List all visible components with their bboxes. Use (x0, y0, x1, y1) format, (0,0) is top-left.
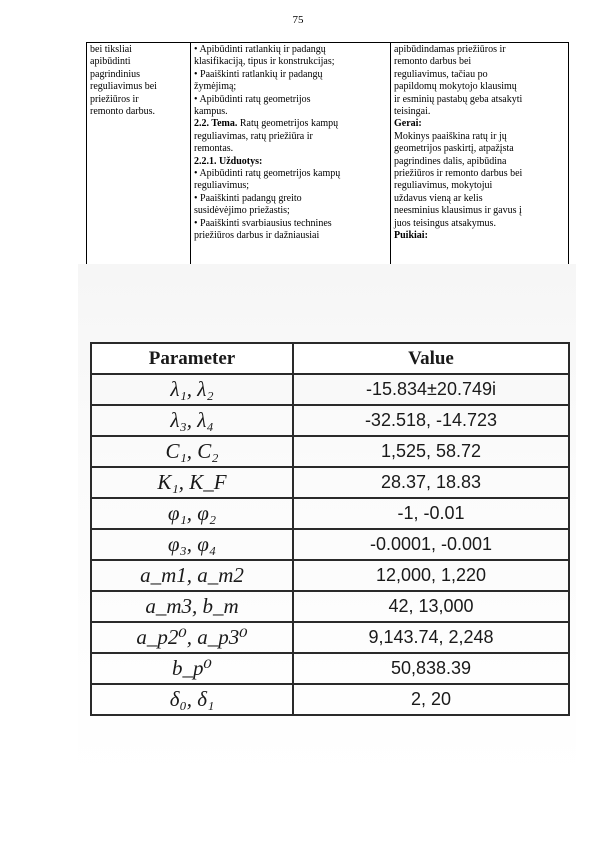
line-text: Mokinys paaiškina ratų ir jų (394, 130, 507, 142)
line-text: • Paaiškinti ratlankių ir padangų (194, 68, 323, 80)
line-text: teisingai. (394, 106, 431, 118)
line-text: • Apibūdinti ratlankių ir padangų (194, 44, 326, 55)
line-text: • Apibūdinti ratų geometrijos (194, 93, 311, 105)
text-line (194, 131, 387, 143)
text-line (394, 168, 565, 180)
text-line (394, 56, 565, 68)
line-text: papildomų mokytojo klausimų (394, 81, 517, 93)
assessment-table (86, 42, 569, 264)
line-text: reguliavimas, ratų priežiūra ir (194, 130, 313, 142)
text-line (194, 193, 387, 205)
parameter-cell: C₁, C₂ (91, 436, 293, 467)
text-line (194, 118, 387, 130)
value-cell: -32.518, -14.723 (293, 405, 569, 436)
line-text: reguliavimus, tačiau po (394, 68, 488, 80)
parameter-cell: a_m1, a_m2 (91, 560, 293, 591)
value-header: Value (293, 343, 569, 374)
table-row (91, 529, 569, 560)
parameter-cell: φ₃, φ₄ (91, 529, 293, 560)
text-line (194, 205, 387, 217)
text-line (194, 106, 387, 118)
text-line (194, 143, 387, 155)
line-text: neesminius klausimus ir gavus į (394, 205, 522, 217)
topics-tasks-cell (191, 43, 391, 265)
bold-heading: Gerai: (394, 118, 422, 130)
text-line (394, 94, 565, 106)
text-line (394, 218, 565, 230)
bold-heading: 2.2.1. Užduotys: (194, 155, 263, 167)
line-text: žymėjimą; (194, 81, 237, 93)
text-line (394, 118, 565, 130)
line-text: priežiūros ir remonto darbus bei (394, 168, 523, 180)
line-text: juos teisingus atsakymus. (394, 217, 496, 229)
table-row (91, 622, 569, 653)
line-text: • Apibūdinti ratų geometrijos kampų (194, 168, 341, 180)
line-text: remontas. (194, 143, 234, 155)
table-row (91, 374, 569, 405)
text-line (194, 94, 387, 106)
parameter-table (90, 342, 570, 716)
value-cell: -1, -0.01 (293, 498, 569, 529)
table-row (91, 405, 569, 436)
value-cell: 2, 20 (293, 684, 569, 715)
table-row (91, 467, 569, 498)
text-line (194, 156, 387, 168)
evaluation-criteria-cell (391, 43, 569, 265)
text-line (194, 81, 387, 93)
value-cell: -0.0001, -0.001 (293, 529, 569, 560)
text-line: apibūdinti (90, 56, 131, 68)
text-line (194, 230, 387, 242)
line-text: apibūdindamas priežiūros ir (394, 44, 506, 55)
parameter-cell: λ₁, λ₂ (91, 374, 293, 405)
line-text: reguliavimus; (194, 180, 249, 192)
text-line (394, 131, 565, 143)
bold-heading: 2.2. Tema. (194, 118, 238, 130)
line-text: priežiūros darbus ir dažniausiai (194, 230, 320, 242)
learning-outcome-cell (87, 43, 191, 265)
table-row (91, 653, 569, 684)
value-cell: 9,143.74, 2,248 (293, 622, 569, 653)
text-line (394, 69, 565, 81)
text-line (194, 56, 387, 68)
text-line (194, 218, 387, 230)
line-text: uždavus vieną ar kelis (394, 192, 483, 204)
text-line (194, 168, 387, 180)
text-line: pagrindinius (90, 68, 140, 80)
text-line: reguliavimus bei (90, 81, 157, 93)
text-line (394, 44, 565, 56)
value-cell: 50,838.39 (293, 653, 569, 684)
line-text: • Paaiškinti padangų greito (194, 192, 302, 204)
line-text: klasifikaciją, tipus ir konstrukcijas; (194, 56, 335, 68)
text-line (394, 106, 565, 118)
line-text: reguliavimus, mokytojui (394, 180, 493, 192)
text-line (394, 180, 565, 192)
line-text: Ratų geometrijos kampų (237, 118, 339, 130)
line-text: pagrindines dalis, apibūdina (394, 155, 507, 167)
parameter-table-header (91, 343, 569, 374)
line-text: remonto darbus bei (394, 56, 472, 68)
table-row (91, 436, 569, 467)
text-line: priežiūros ir (90, 93, 139, 105)
value-cell: -15.834±20.749i (293, 374, 569, 405)
text-line (394, 143, 565, 155)
parameter-cell: a_p2⁰, a_p3⁰ (91, 622, 293, 653)
parameter-cell: a_m3, b_m (91, 591, 293, 622)
line-text: ir esminių pastabų geba atsakyti (394, 93, 523, 105)
table-row (91, 591, 569, 622)
page-number: 75 (292, 14, 304, 26)
parameter-header: Parameter (91, 343, 293, 374)
text-line (194, 69, 387, 81)
table-row (91, 560, 569, 591)
text-line (394, 230, 565, 242)
value-cell: 1,525, 58.72 (293, 436, 569, 467)
bold-heading: Puikiai: (394, 230, 428, 242)
text-line: remonto darbus. (90, 106, 155, 118)
line-text: • Paaiškinti svarbiausius technines (194, 217, 332, 229)
parameter-cell: δ₀, δ₁ (91, 684, 293, 715)
parameter-cell: b_p⁰ (91, 653, 293, 684)
value-cell: 12,000, 1,220 (293, 560, 569, 591)
parameter-cell: φ₁, φ₂ (91, 498, 293, 529)
text-line: bei tiksliai (90, 44, 132, 55)
parameter-cell: K₁, K_F (91, 467, 293, 498)
text-line (394, 81, 565, 93)
parameter-cell: λ₃, λ₄ (91, 405, 293, 436)
table-row (91, 684, 569, 715)
text-line (194, 44, 387, 56)
text-line (394, 193, 565, 205)
line-text: geometrijos paskirtį, atpažįsta (394, 143, 514, 155)
line-text: susidėvėjimo priežastis; (194, 205, 290, 217)
text-line (194, 180, 387, 192)
line-text: kampus. (194, 106, 228, 118)
value-cell: 42, 13,000 (293, 591, 569, 622)
text-line (394, 205, 565, 217)
table-row (91, 498, 569, 529)
value-cell: 28.37, 18.83 (293, 467, 569, 498)
text-line (394, 156, 565, 168)
